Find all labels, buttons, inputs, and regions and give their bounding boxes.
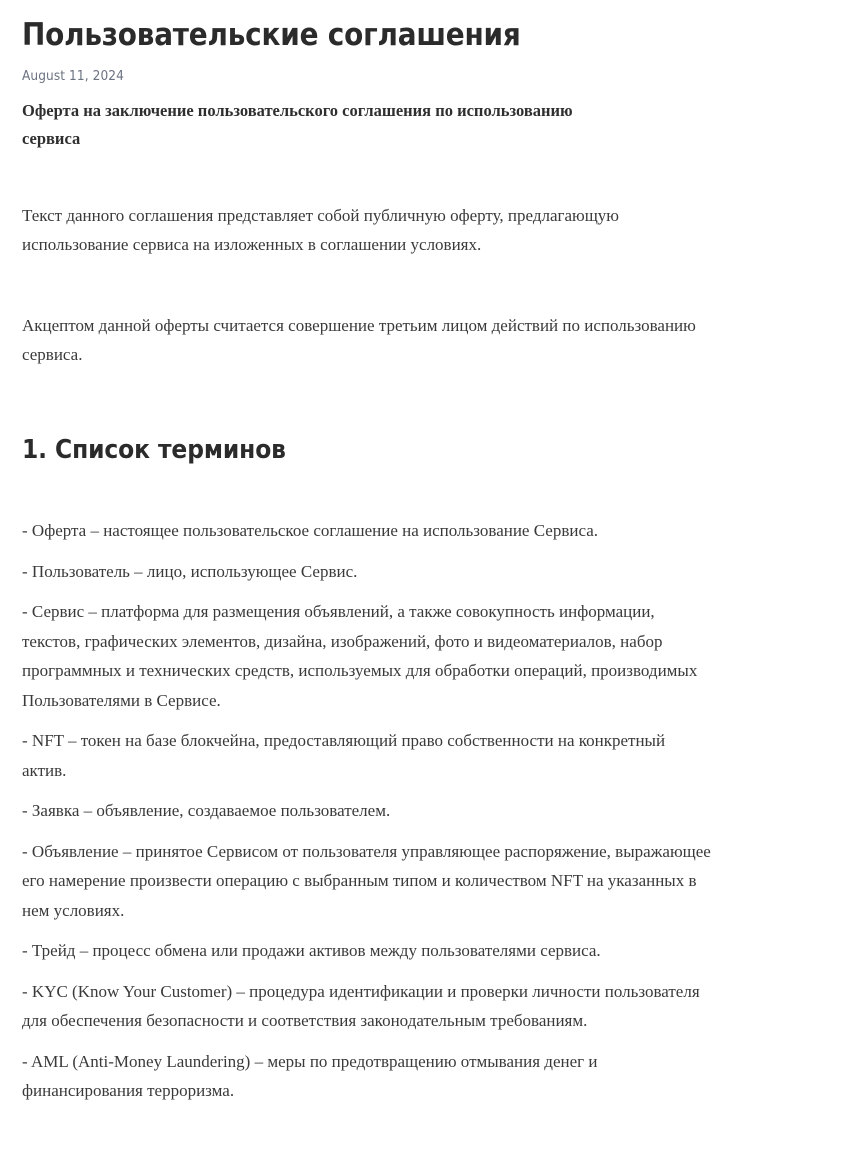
section-heading-terms: 1. Список терминов — [22, 435, 286, 465]
list-item: - AML (Anti-Money Laundering) – меры по предотвращению отмывания денег и финансирования терроризма. — [22, 1051, 598, 1100]
intro-paragraph-block — [22, 201, 712, 259]
list-item: - Оферта – настоящее пользовательское соглашение на использование Сервиса. — [22, 521, 598, 540]
document-subtitle: Оферта на заключение пользовательского соглашения по использованию сервиса — [22, 101, 573, 148]
list-item: - Сервис – платформа для размещения объявлений, а также совокупность информации, текстов, графических элементов, дизайна, изображений, фото и видеоматериалов, набор программных и технических средств, используемых для обработки операций, производимых Пользователями в Сервисе. — [22, 602, 698, 710]
list-item: - Объявление – принятое Сервисом от пользователя управляющее распоряжение, выражающее его намерение произвести операцию с выбранным типом и количеством NFT на указанных в нем условиях. — [22, 841, 711, 920]
terms-list — [22, 516, 712, 1106]
list-item: - KYC (Know Your Customer) – процедура идентификации и проверки личности пользователя для обеспечения безопасности и соответствия законодательным требованиям. — [22, 981, 700, 1030]
page-title: Пользовательские соглашения — [22, 17, 521, 53]
list-item: - NFT – токен на базе блокчейна, предоставляющий право собственности на конкретный актив. — [22, 731, 666, 780]
list-item: - Заявка – объявление, создаваемое пользователем. — [22, 801, 391, 820]
publish-date: August 11, 2024 — [22, 68, 124, 84]
page-bottom-spacer — [22, 1106, 712, 1132]
intro-paragraph-block — [22, 311, 712, 369]
list-item: - Пользователь – лицо, использующее Сервис. — [22, 561, 358, 581]
intro-paragraph: Текст данного соглашения представляет собой публичную оферту, предлагающую использование сервиса на изложенных в соглашении условиях. — [22, 206, 620, 254]
list-item: - Трейд – процесс обмена или продажи активов между пользователями сервиса. — [22, 941, 601, 960]
document-content-column — [22, 10, 712, 1132]
intro-paragraph: Акцептом данной оферты считается совершение третьим лицом действий по использованию сервиса. — [22, 316, 696, 364]
